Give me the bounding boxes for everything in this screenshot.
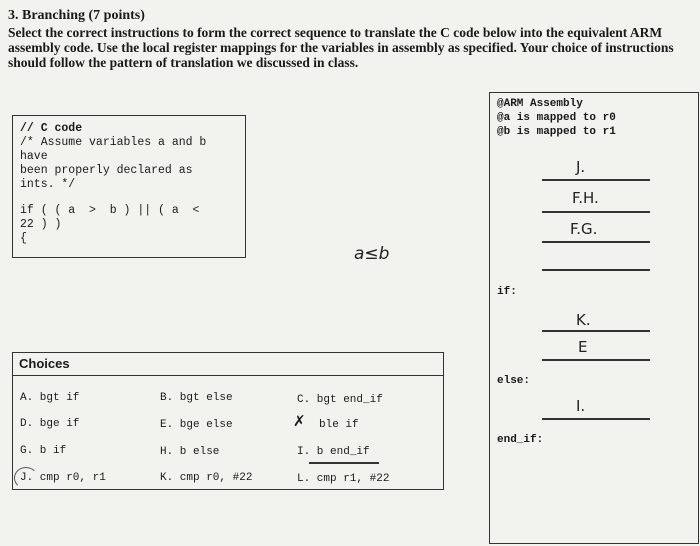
- c-code-line: if ( ( a > b ) || ( a <: [20, 204, 200, 217]
- choice-b: B. bgt else: [160, 392, 233, 404]
- answer-3: F.G.: [570, 220, 598, 238]
- answer-1: J.: [576, 158, 586, 176]
- handwritten-circle-mark: [14, 467, 38, 489]
- answer-7: I.: [576, 397, 586, 415]
- choices-header: Choices: [13, 353, 443, 376]
- c-code-box: [12, 115, 246, 258]
- c-code-heading: // C code: [20, 122, 83, 135]
- answer-blank-3: [542, 241, 650, 243]
- arm-heading: @ARM Assembly: [497, 98, 583, 110]
- choice-g: G. b if: [20, 445, 67, 457]
- arm-mapping-a: @a is mapped to r0: [497, 112, 616, 124]
- choice-l: L. cmp r1, #22: [297, 473, 390, 485]
- question-instructions: Select the correct instructions to form the correct sequence to translate the C code below into the equivalent ARM assembly code. Use the local register mappings for the variables in assembly as specified. Your choice of instructions should follow the pattern of translation we discussed in class.: [8, 25, 674, 70]
- c-code-line: 22 ) ): [20, 218, 62, 231]
- question-title: 3. Branching (7 points): [8, 8, 145, 23]
- choice-f: ble if: [319, 419, 359, 431]
- c-code-line: ints. */: [20, 178, 76, 191]
- end-if-label: end_if:: [497, 434, 544, 446]
- answer-blank-5: [542, 330, 650, 332]
- choice-i: I. b end_if: [297, 446, 370, 458]
- answer-6: E: [578, 338, 588, 356]
- answer-blank-2: [542, 211, 650, 213]
- answer-blank-1: [542, 179, 650, 181]
- handwritten-x-mark: ✗: [293, 412, 306, 430]
- choice-h: H. b else: [160, 446, 220, 458]
- else-label: else:: [497, 375, 531, 387]
- c-code-line: /* Assume variables a and b: [20, 136, 207, 149]
- c-code-line: been properly declared as: [20, 164, 193, 177]
- choice-c: C. bgt end_if: [297, 394, 383, 406]
- answer-5: K.: [576, 311, 591, 329]
- if-label: if:: [497, 286, 517, 298]
- choices-box: [12, 352, 444, 490]
- choice-a: A. bgt if: [20, 392, 80, 404]
- answer-blank-6: [542, 359, 650, 361]
- arm-mapping-b: @b is mapped to r1: [497, 126, 616, 138]
- choice-k: K. cmp r0, #22: [160, 472, 253, 484]
- choice-e: E. bge else: [160, 419, 233, 431]
- answer-blank-4: [542, 269, 650, 271]
- choice-j: J. cmp r0, r1: [20, 472, 106, 484]
- arm-assembly-box: [489, 92, 699, 544]
- answer-2: F.H.: [572, 189, 599, 207]
- choice-i-underline: [309, 462, 379, 464]
- choice-d: D. bge if: [20, 418, 80, 430]
- answer-blank-7: [542, 418, 650, 420]
- handwritten-annotation: a≤b: [354, 244, 390, 264]
- c-code-line: {: [20, 232, 27, 245]
- c-code-line: have: [20, 150, 48, 163]
